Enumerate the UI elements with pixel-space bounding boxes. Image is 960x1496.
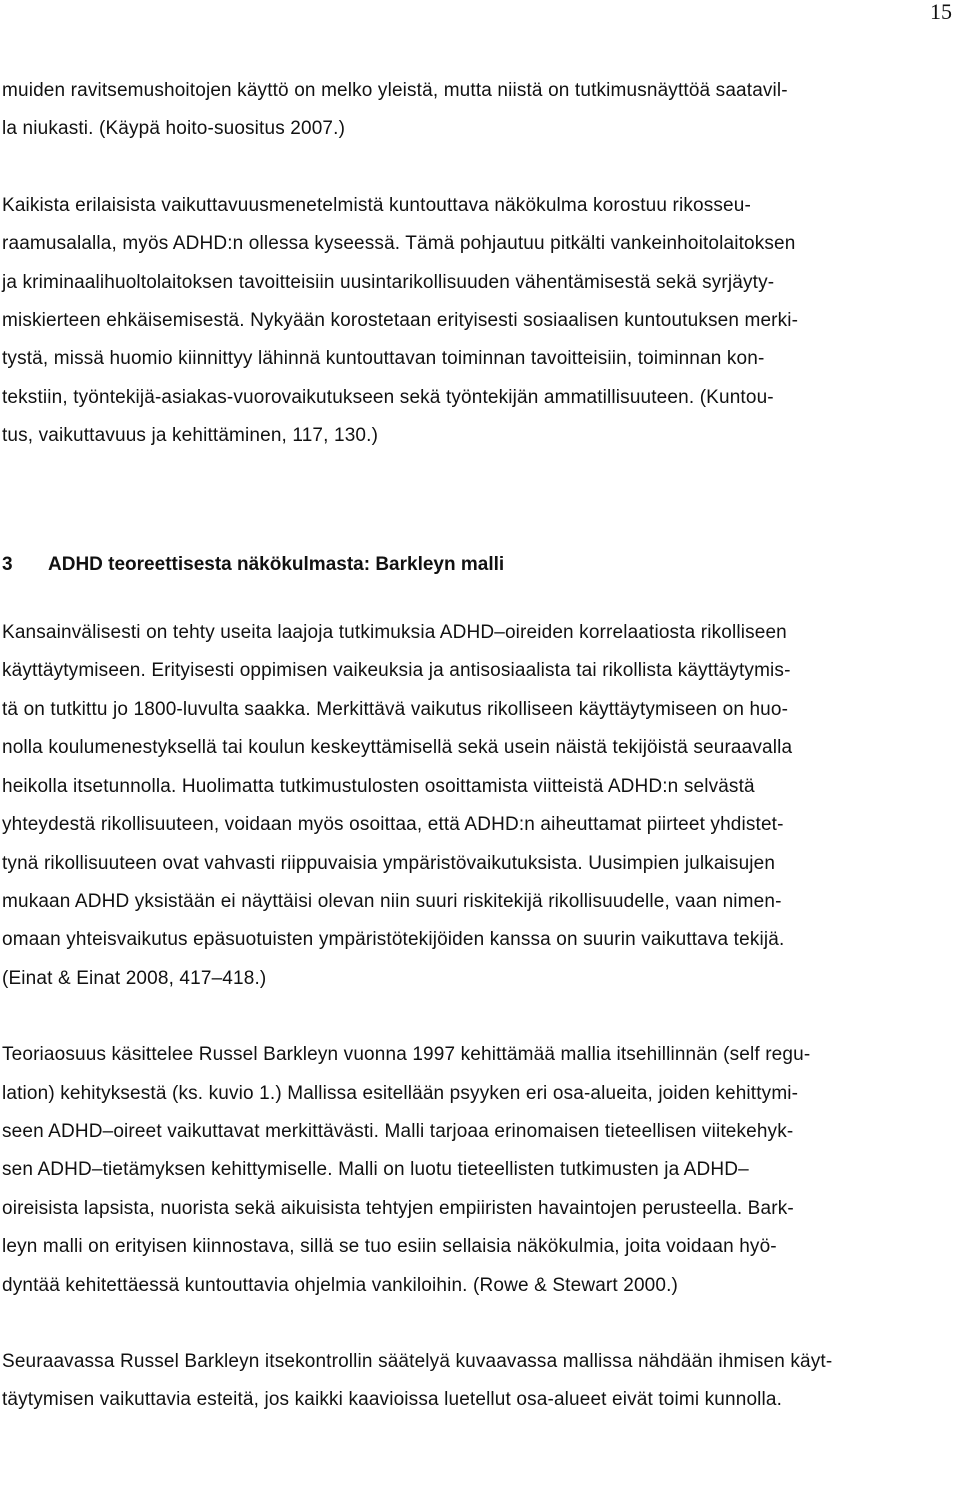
text-line: la niukasti. (Käypä hoito-suositus 2007.) <box>2 118 346 140</box>
text-line: Kaikista erilaisista vaikuttavuusmenetelmistä kuntouttava näkökulma korostuu rikosseu- <box>2 194 751 216</box>
text-line: raamusalalla, myös ADHD:n ollessa kyseessä. Tämä pohjautuu pitkälti vankeinhoitolaitoksen <box>2 233 796 255</box>
text-line: Seuraavassa Russel Barkleyn itsekontrollin säätelyä kuvaavassa mallissa nähdään ihmisen käyt- <box>2 1350 833 1372</box>
text-line: tekstiin, työntekijä-asiakas-vuorovaikutukseen sekä työntekijän ammatillisuuteen. (Kuntou- <box>2 386 774 408</box>
text-line: käyttäytymiseen. Erityisesti oppimisen vaikeuksia ja antisosiaalista tai rikollista käyttäytymis- <box>2 660 791 682</box>
section-heading <box>2 546 957 584</box>
text-line: heikolla itsetunnolla. Huolimatta tutkimustulosten osoittamista viitteistä ADHD:n selvästä <box>2 775 755 797</box>
paragraph-5 <box>2 1343 957 1420</box>
text-line: ja kriminaalihuoltolaitoksen tavoitteisiin uusintarikollisuuden vähentämisestä sekä syrjäyty- <box>2 271 775 293</box>
text-line: miskierteen ehkäisemisestä. Nykyään korostetaan erityisesti sosiaalisen kuntoutuksen merki- <box>2 310 799 332</box>
text-line: tynä rikollisuuteen ovat vahvasti riippuvaisia ympäristövaikutuksista. Uusimpien julkaisujen <box>2 852 776 874</box>
text-line: seen ADHD–oireet vaikuttavat merkittävästi. Malli tarjoaa erinomaisen tieteellisen viitekehyk- <box>2 1120 794 1142</box>
text-line: mukaan ADHD yksistään ei näyttäisi olevan niin suuri riskitekijä rikollisuudelle, vaan nimen- <box>2 890 782 912</box>
text-line: leyn malli on erityisen kiinnostava, sillä se tuo esiin sellaisia näkökulmia, joita voidaan hyö- <box>2 1236 777 1258</box>
text-line: yhteydestä rikollisuuteen, voidaan myös osoittaa, että ADHD:n aiheuttamat piirteet yhdistet- <box>2 814 784 836</box>
text-line: sen ADHD–tietämyksen kehittymiselle. Malli on luotu tieteellisten tutkimusten ja ADHD– <box>2 1159 749 1181</box>
section-spacer <box>2 456 957 546</box>
text-line: tä on tutkittu jo 1800-luvulta saakka. Merkittävä vaikutus rikolliseen käyttäytymiseen on huo- <box>2 698 789 720</box>
paragraph-3 <box>2 614 957 998</box>
paragraph-spacer <box>2 998 957 1036</box>
paragraph-4 <box>2 1036 957 1305</box>
heading-spacer <box>2 584 957 614</box>
text-line: tus, vaikuttavuus ja kehittäminen, 117, 130.) <box>2 425 379 447</box>
text-line: muiden ravitsemushoitojen käyttö on melko yleistä, mutta niistä on tutkimusnäyttöä saatavil- <box>2 80 788 101</box>
text-line: tystä, missä huomio kiinnittyy lähinnä kuntouttavan toiminnan tavoitteisiin, toiminnan kon- <box>2 348 765 370</box>
text-line: oireisista lapsista, nuorista sekä aikuisista tehtyjen empiiristen havaintojen perusteella. Bark- <box>2 1197 794 1219</box>
text-line: Kansainvälisesti on tehty useita laajoja tutkimuksia ADHD–oireiden korrelaatiosta rikolliseen <box>2 622 787 644</box>
section-title: ADHD teoreettisesta näkökulmasta: Barkleyn malli <box>48 553 505 575</box>
text-line: nolla koulumenestyksellä tai koulun keskeyttämisellä sekä usein näistä tekijöistä seuraavalla <box>2 737 793 759</box>
text-line: (Einat & Einat 2008, 417–418.) <box>2 967 267 989</box>
paragraph-2 <box>2 187 957 456</box>
text-line: lation) kehityksestä (ks. kuvio 1.) Mallissa esitellään psyyken eri osa-alueita, joiden kehittymi- <box>2 1082 799 1104</box>
text-line: Teoriaosuus käsittelee Russel Barkleyn vuonna 1997 kehittämää mallia itsehillinnän (self regu- <box>2 1044 811 1066</box>
paragraph-1 <box>2 72 957 149</box>
text-line: täytymisen vaikuttavia esteitä, jos kaikki kaavioissa luetellut osa-alueet eivät toimi kunnolla. <box>2 1389 783 1411</box>
text-line: dyntää kehitettäessä kuntouttavia ohjelmia vankiloihin. (Rowe & Stewart 2000.) <box>2 1274 679 1296</box>
paragraph-spacer <box>2 149 957 187</box>
section-number: 3 <box>2 553 13 575</box>
paragraph-spacer <box>2 1305 957 1343</box>
page-number: 15 <box>930 0 952 24</box>
page-content <box>2 72 957 1420</box>
text-line: omaan yhteisvaikutus epäsuotuisten ympäristötekijöiden kanssa on suurin vaikuttava tekijä. <box>2 929 785 951</box>
